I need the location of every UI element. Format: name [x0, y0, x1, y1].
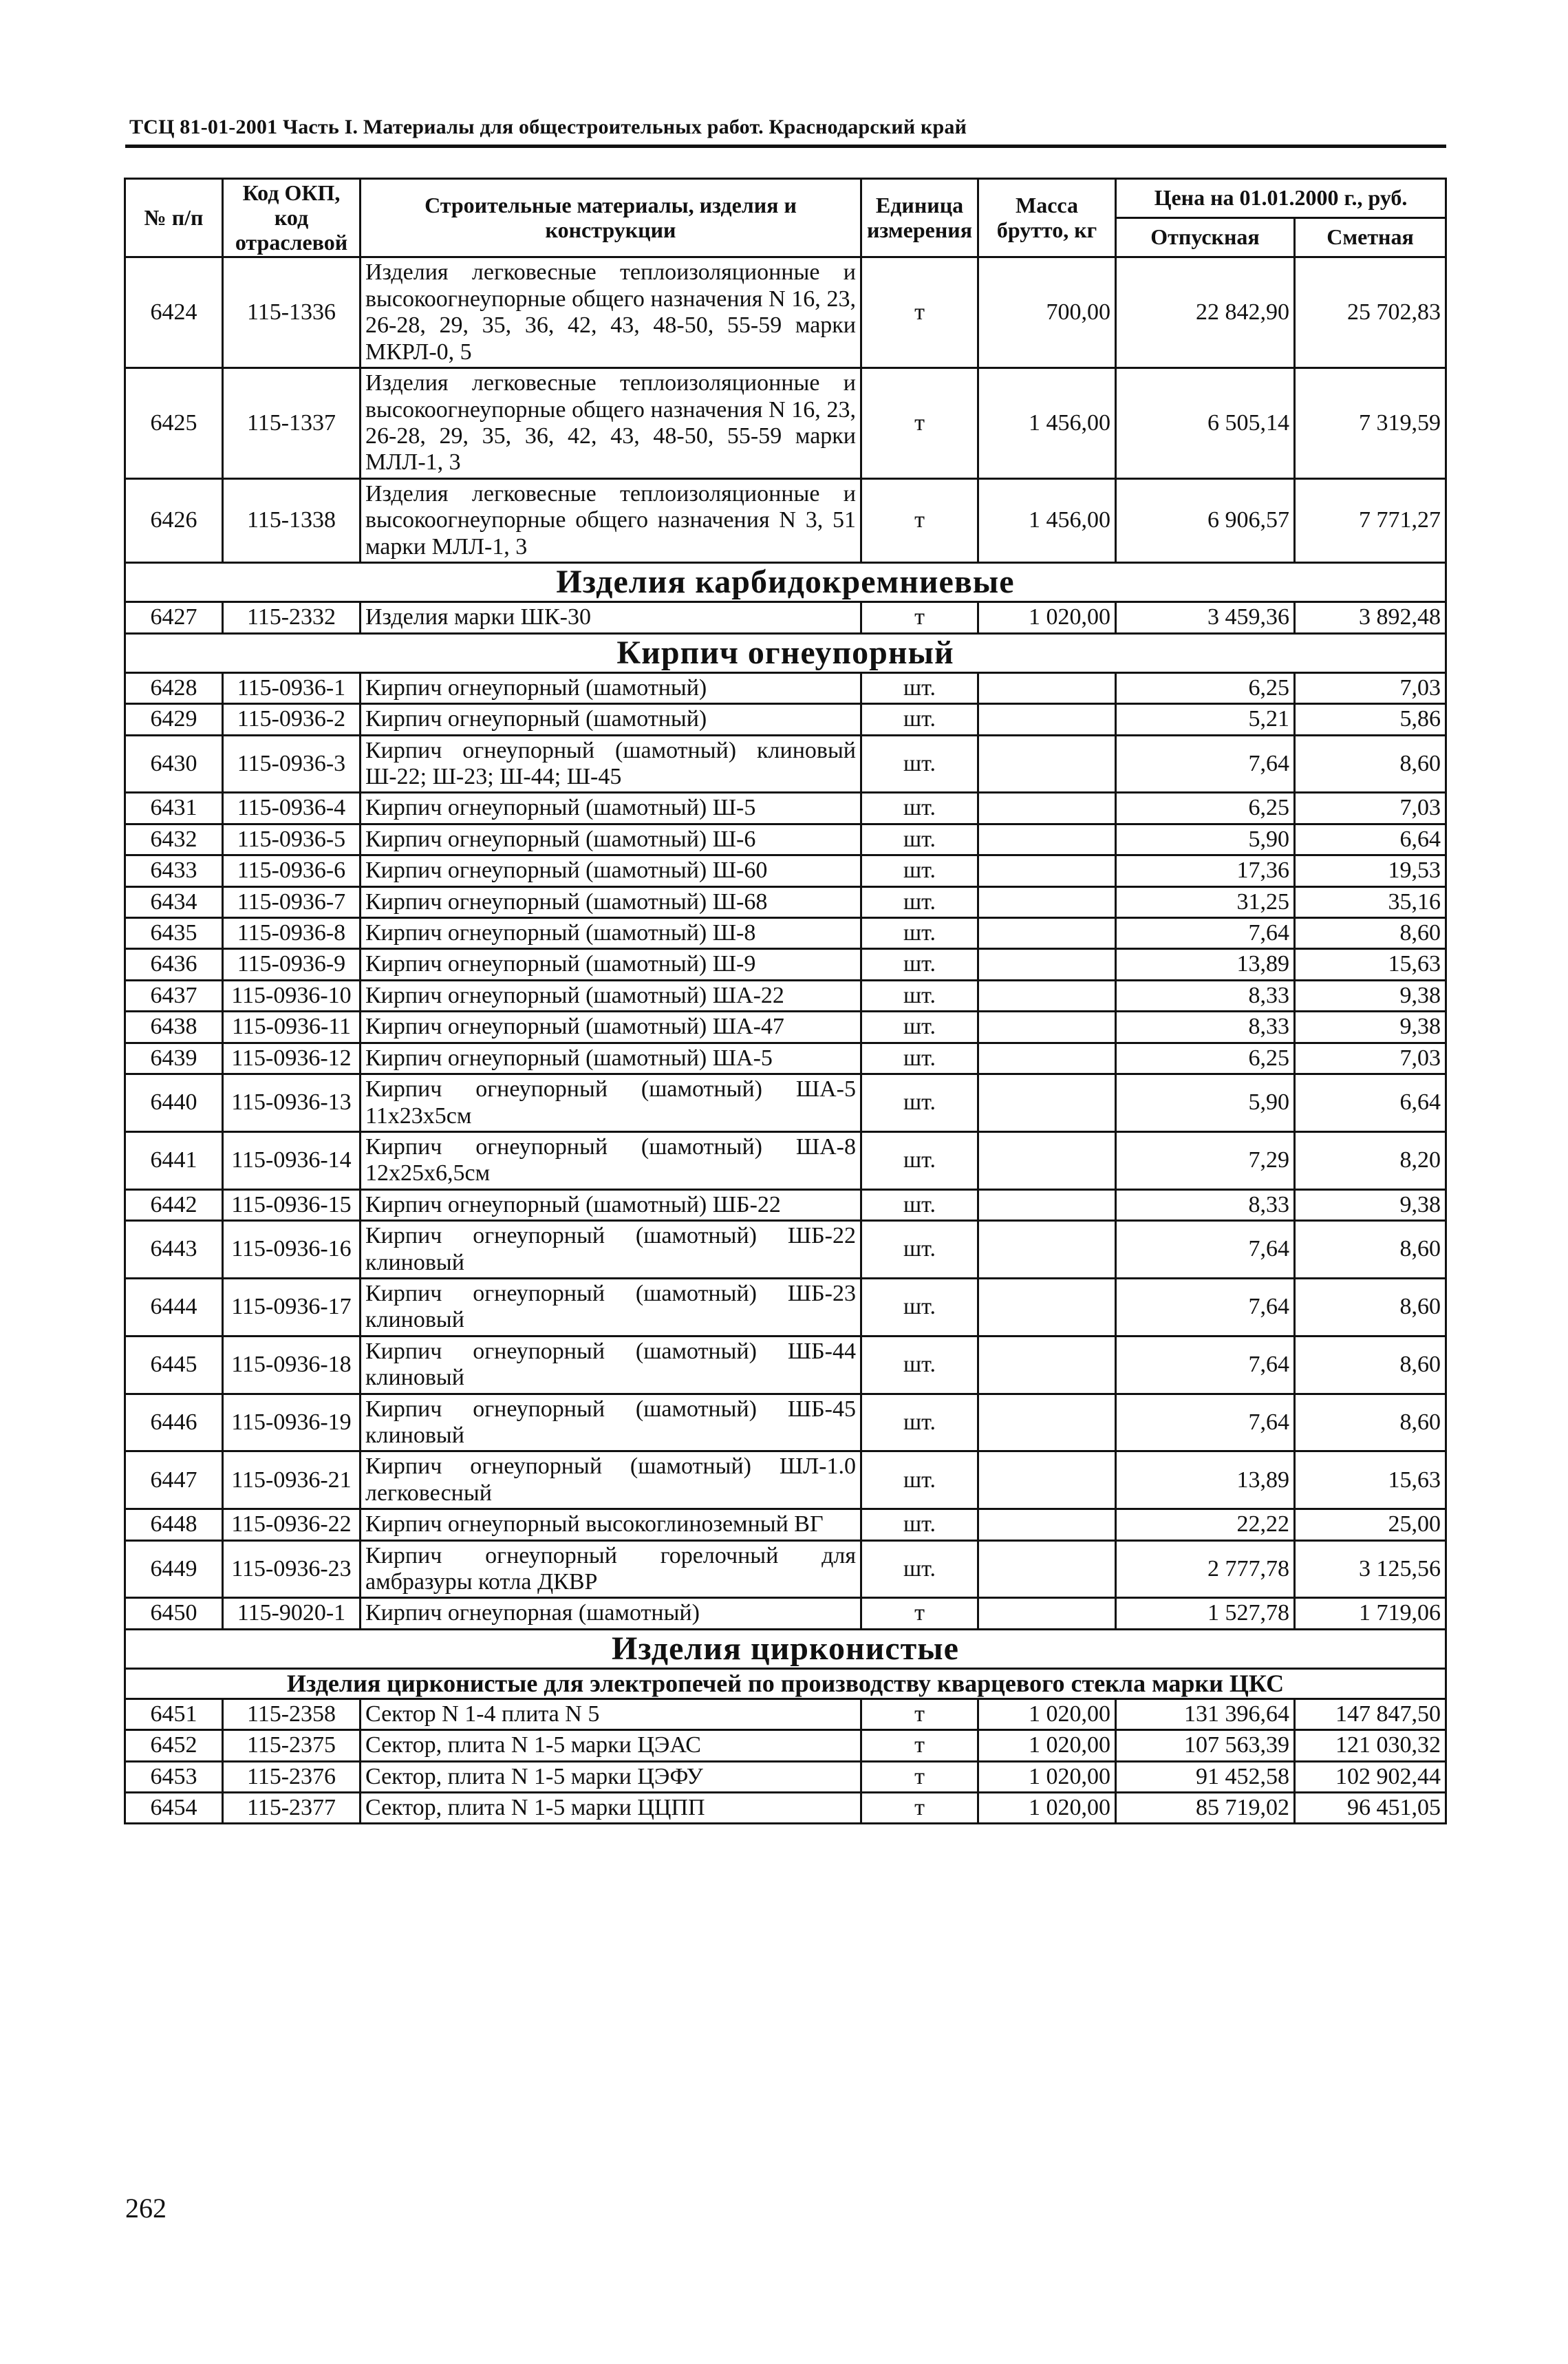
table-row	[125, 1598, 1446, 1629]
cell-num: 6442	[125, 1189, 223, 1220]
cell-num: 6424	[125, 257, 223, 368]
cell-mass	[978, 1189, 1116, 1220]
cell-release: 6 505,14	[1116, 368, 1295, 479]
cell-mass	[978, 918, 1116, 949]
table-row	[125, 1540, 1446, 1598]
cell-release: 3 459,36	[1116, 602, 1295, 633]
table-row	[125, 735, 1446, 793]
cell-num: 6426	[125, 478, 223, 562]
col-price-group-header: Цена на 01.01.2000 г., руб.	[1116, 179, 1446, 218]
cell-num: 6439	[125, 1043, 223, 1074]
cell-release: 17,36	[1116, 855, 1295, 886]
table-row	[125, 1189, 1446, 1220]
cell-code: 115-0936-15	[223, 1189, 361, 1220]
table-row	[125, 368, 1446, 479]
cell-name: Сектор N 1-4 плита N 5	[361, 1699, 861, 1729]
table-row	[125, 1394, 1446, 1451]
cell-estimate: 147 847,50	[1295, 1699, 1446, 1729]
table-row	[125, 672, 1446, 703]
cell-name: Кирпич огнеупорный (шамотный) ШБ-45 клиновый	[361, 1394, 861, 1451]
cell-code: 115-2375	[223, 1730, 361, 1761]
cell-release: 107 563,39	[1116, 1730, 1295, 1761]
cell-num: 6444	[125, 1278, 223, 1336]
cell-mass	[978, 1509, 1116, 1540]
cell-num: 6430	[125, 735, 223, 793]
cell-mass	[978, 1394, 1116, 1451]
table-row	[125, 1761, 1446, 1792]
cell-estimate: 9,38	[1295, 1012, 1446, 1043]
table-body-c	[125, 672, 1446, 1629]
cell-name: Кирпич огнеупорный (шамотный) Ш-5	[361, 793, 861, 824]
cell-unit: шт.	[861, 1509, 978, 1540]
cell-release: 6,25	[1116, 672, 1295, 703]
table-row	[125, 949, 1446, 980]
cell-mass	[978, 704, 1116, 735]
cell-estimate: 35,16	[1295, 886, 1446, 917]
cell-mass	[978, 1598, 1116, 1629]
cell-num: 6436	[125, 949, 223, 980]
cell-num: 6437	[125, 980, 223, 1011]
cell-code: 115-0936-7	[223, 886, 361, 917]
table-row	[125, 886, 1446, 917]
cell-mass	[978, 855, 1116, 886]
cell-estimate: 7,03	[1295, 672, 1446, 703]
cell-mass	[978, 1336, 1116, 1394]
cell-estimate: 5,86	[1295, 704, 1446, 735]
cell-name: Кирпич огнеупорный (шамотный) ШБ-23 клиновый	[361, 1278, 861, 1336]
cell-estimate: 1 719,06	[1295, 1598, 1446, 1629]
table-row	[125, 824, 1446, 855]
cell-mass	[978, 1278, 1116, 1336]
cell-release: 6,25	[1116, 793, 1295, 824]
cell-estimate: 8,60	[1295, 1221, 1446, 1279]
cell-unit: шт.	[861, 949, 978, 980]
cell-name: Кирпич огнеупорный (шамотный) ШБ-22	[361, 1189, 861, 1220]
cell-num: 6448	[125, 1509, 223, 1540]
cell-mass: 1 020,00	[978, 1699, 1116, 1729]
cell-name: Кирпич огнеупорный (шамотный) ША-8 12х25х6,5см	[361, 1131, 861, 1189]
cell-code: 115-0936-8	[223, 918, 361, 949]
cell-mass	[978, 1540, 1116, 1598]
cell-estimate: 15,63	[1295, 949, 1446, 980]
cell-code: 115-0936-16	[223, 1221, 361, 1279]
cell-estimate: 96 451,05	[1295, 1792, 1446, 1823]
cell-mass: 1 020,00	[978, 1730, 1116, 1761]
cell-release: 7,64	[1116, 918, 1295, 949]
cell-code: 115-0936-18	[223, 1336, 361, 1394]
cell-mass	[978, 886, 1116, 917]
cell-code: 115-0936-13	[223, 1074, 361, 1132]
cell-unit: шт.	[861, 1189, 978, 1220]
cell-release: 7,64	[1116, 735, 1295, 793]
table-row	[125, 1221, 1446, 1279]
cell-name: Кирпич огнеупорный (шамотный) ШЛ-1.0 легковесный	[361, 1451, 861, 1509]
section-title: Кирпич огнеупорный	[125, 633, 1446, 672]
table-row	[125, 257, 1446, 368]
cell-code: 115-0936-2	[223, 704, 361, 735]
cell-estimate: 8,60	[1295, 918, 1446, 949]
cell-code: 115-0936-6	[223, 855, 361, 886]
cell-num: 6452	[125, 1730, 223, 1761]
cell-name: Кирпич огнеупорная (шамотный)	[361, 1598, 861, 1629]
cell-num: 6450	[125, 1598, 223, 1629]
cell-mass	[978, 735, 1116, 793]
cell-unit: шт.	[861, 855, 978, 886]
section-d	[125, 1629, 1446, 1699]
cell-code: 115-9020-1	[223, 1598, 361, 1629]
cell-code: 115-0936-3	[223, 735, 361, 793]
cell-code: 115-0936-14	[223, 1131, 361, 1189]
cell-unit: т	[861, 1598, 978, 1629]
cell-num: 6453	[125, 1761, 223, 1792]
table-row	[125, 1043, 1446, 1074]
cell-estimate: 9,38	[1295, 980, 1446, 1011]
cell-num: 6433	[125, 855, 223, 886]
table-row	[125, 1451, 1446, 1509]
cell-name: Кирпич огнеупорный (шамотный) Ш-60	[361, 855, 861, 886]
table-row	[125, 1074, 1446, 1132]
cell-num: 6443	[125, 1221, 223, 1279]
cell-estimate: 6,64	[1295, 1074, 1446, 1132]
col-mass-header: Масса брутто, кг	[978, 179, 1116, 257]
cell-estimate: 7 319,59	[1295, 368, 1446, 479]
cell-name: Кирпич огнеупорный (шамотный)	[361, 704, 861, 735]
cell-unit: т	[861, 1761, 978, 1792]
cell-num: 6447	[125, 1451, 223, 1509]
cell-mass	[978, 1043, 1116, 1074]
cell-unit: шт.	[861, 980, 978, 1011]
cell-release: 31,25	[1116, 886, 1295, 917]
cell-num: 6449	[125, 1540, 223, 1598]
cell-mass: 1 020,00	[978, 602, 1116, 633]
cell-name: Сектор, плита N 1-5 марки ЦЭФУ	[361, 1761, 861, 1792]
cell-release: 91 452,58	[1116, 1761, 1295, 1792]
cell-unit: т	[861, 1730, 978, 1761]
cell-estimate: 9,38	[1295, 1189, 1446, 1220]
cell-unit: шт.	[861, 886, 978, 917]
table-row	[125, 918, 1446, 949]
col-unit-header: Единица измерения	[861, 179, 978, 257]
section-b	[125, 562, 1446, 601]
cell-name: Изделия марки ШК-30	[361, 602, 861, 633]
table-body-d	[125, 1699, 1446, 1824]
cell-mass	[978, 1131, 1116, 1189]
cell-mass: 1 020,00	[978, 1761, 1116, 1792]
cell-release: 22 842,90	[1116, 257, 1295, 368]
cell-name: Кирпич огнеупорный (шамотный) Ш-6	[361, 824, 861, 855]
cell-name: Изделия легковесные теплоизоляционные и высокоогнеупорные общего назначения N 16, 23, 26-28, 29, 35, 36, 42, 43, 48-50, 55-59 марки МКРЛ-0, 5	[361, 257, 861, 368]
table-row	[125, 602, 1446, 633]
subsection-title: Изделия цирконистые для электропечей по производству кварцевого стекла марки ЦКС	[125, 1669, 1446, 1699]
cell-mass	[978, 793, 1116, 824]
cell-code: 115-1337	[223, 368, 361, 479]
table-row	[125, 793, 1446, 824]
cell-name: Кирпич огнеупорный (шамотный) Ш-68	[361, 886, 861, 917]
price-table	[124, 178, 1447, 1824]
cell-num: 6428	[125, 672, 223, 703]
cell-mass: 1 456,00	[978, 478, 1116, 562]
cell-unit: шт.	[861, 1043, 978, 1074]
cell-release: 13,89	[1116, 949, 1295, 980]
cell-name: Кирпич огнеупорный (шамотный) ША-5	[361, 1043, 861, 1074]
cell-mass	[978, 1012, 1116, 1043]
table-row	[125, 1699, 1446, 1729]
cell-name: Кирпич огнеупорный (шамотный) Ш-8	[361, 918, 861, 949]
cell-code: 115-2377	[223, 1792, 361, 1823]
table-row	[125, 1509, 1446, 1540]
cell-name: Кирпич огнеупорный (шамотный) ШБ-44 клиновый	[361, 1336, 861, 1394]
col-release-header: Отпускная	[1116, 218, 1295, 257]
cell-mass	[978, 1074, 1116, 1132]
table-body-a	[125, 257, 1446, 562]
section-c	[125, 633, 1446, 672]
table-header-row	[125, 179, 1446, 218]
cell-unit: шт.	[861, 1278, 978, 1336]
cell-mass	[978, 1221, 1116, 1279]
table-row	[125, 1792, 1446, 1823]
cell-name: Кирпич огнеупорный горелочный для амбразуры котла ДКВР	[361, 1540, 861, 1598]
cell-unit: шт.	[861, 1394, 978, 1451]
cell-name: Кирпич огнеупорный (шамотный) Ш-9	[361, 949, 861, 980]
cell-mass	[978, 980, 1116, 1011]
page-header: ТСЦ 81-01-2001 Часть I. Материалы для общестроительных работ. Краснодарский край	[129, 116, 967, 138]
cell-unit: т	[861, 368, 978, 479]
cell-name: Кирпич огнеупорный (шамотный) ШБ-22 клиновый	[361, 1221, 861, 1279]
cell-unit: шт.	[861, 1540, 978, 1598]
cell-num: 6446	[125, 1394, 223, 1451]
cell-num: 6431	[125, 793, 223, 824]
cell-num: 6427	[125, 602, 223, 633]
cell-num: 6434	[125, 886, 223, 917]
cell-unit: шт.	[861, 1012, 978, 1043]
cell-estimate: 3 125,56	[1295, 1540, 1446, 1598]
cell-code: 115-0936-17	[223, 1278, 361, 1336]
cell-unit: шт.	[861, 1451, 978, 1509]
cell-name: Кирпич огнеупорный (шамотный) ША-5 11х23х5см	[361, 1074, 861, 1132]
cell-code: 115-0936-21	[223, 1451, 361, 1509]
cell-estimate: 3 892,48	[1295, 602, 1446, 633]
section-title: Изделия карбидокремниевые	[125, 562, 1446, 601]
cell-unit: т	[861, 1792, 978, 1823]
table-row	[125, 704, 1446, 735]
cell-release: 1 527,78	[1116, 1598, 1295, 1629]
cell-estimate: 6,64	[1295, 824, 1446, 855]
cell-code: 115-0936-9	[223, 949, 361, 980]
cell-mass: 700,00	[978, 257, 1116, 368]
cell-release: 7,29	[1116, 1131, 1295, 1189]
table-row	[125, 1730, 1446, 1761]
cell-unit: шт.	[861, 735, 978, 793]
table-row	[125, 1012, 1446, 1043]
cell-num: 6454	[125, 1792, 223, 1823]
cell-num: 6440	[125, 1074, 223, 1132]
cell-release: 8,33	[1116, 1189, 1295, 1220]
col-num-header: № п/п	[125, 179, 223, 257]
cell-mass: 1 456,00	[978, 368, 1116, 479]
page-number: 262	[125, 2193, 167, 2224]
cell-mass	[978, 949, 1116, 980]
cell-code: 115-2376	[223, 1761, 361, 1792]
cell-release: 131 396,64	[1116, 1699, 1295, 1729]
cell-estimate: 19,53	[1295, 855, 1446, 886]
cell-estimate: 7,03	[1295, 1043, 1446, 1074]
cell-estimate: 25,00	[1295, 1509, 1446, 1540]
cell-unit: шт.	[861, 824, 978, 855]
cell-unit: шт.	[861, 1131, 978, 1189]
cell-code: 115-0936-10	[223, 980, 361, 1011]
cell-release: 13,89	[1116, 1451, 1295, 1509]
section-row	[125, 1629, 1446, 1668]
cell-num: 6445	[125, 1336, 223, 1394]
cell-code: 115-0936-19	[223, 1394, 361, 1451]
cell-code: 115-0936-4	[223, 793, 361, 824]
cell-code: 115-0936-5	[223, 824, 361, 855]
cell-release: 8,33	[1116, 980, 1295, 1011]
cell-code: 115-1338	[223, 478, 361, 562]
cell-name: Кирпич огнеупорный (шамотный) клиновый Ш-22; Ш-23; Ш-44; Ш-45	[361, 735, 861, 793]
table-row	[125, 855, 1446, 886]
cell-estimate: 7 771,27	[1295, 478, 1446, 562]
cell-num: 6425	[125, 368, 223, 479]
cell-release: 7,64	[1116, 1336, 1295, 1394]
cell-estimate: 7,03	[1295, 793, 1446, 824]
cell-code: 115-0936-1	[223, 672, 361, 703]
cell-release: 7,64	[1116, 1394, 1295, 1451]
table-row	[125, 980, 1446, 1011]
cell-release: 22,22	[1116, 1509, 1295, 1540]
cell-name: Кирпич огнеупорный (шамотный)	[361, 672, 861, 703]
cell-estimate: 121 030,32	[1295, 1730, 1446, 1761]
cell-release: 7,64	[1116, 1278, 1295, 1336]
cell-release: 7,64	[1116, 1221, 1295, 1279]
cell-unit: шт.	[861, 1336, 978, 1394]
section-row	[125, 633, 1446, 672]
cell-estimate: 102 902,44	[1295, 1761, 1446, 1792]
cell-release: 6 906,57	[1116, 478, 1295, 562]
cell-unit: т	[861, 257, 978, 368]
cell-unit: шт.	[861, 793, 978, 824]
cell-unit: шт.	[861, 1221, 978, 1279]
table-row	[125, 1278, 1446, 1336]
cell-mass	[978, 672, 1116, 703]
cell-code: 115-1336	[223, 257, 361, 368]
cell-estimate: 8,60	[1295, 1278, 1446, 1336]
cell-code: 115-0936-12	[223, 1043, 361, 1074]
table-row	[125, 1131, 1446, 1189]
cell-estimate: 8,60	[1295, 1336, 1446, 1394]
cell-code: 115-2358	[223, 1699, 361, 1729]
cell-estimate: 8,20	[1295, 1131, 1446, 1189]
col-estimate-header: Сметная	[1295, 218, 1446, 257]
cell-unit: шт.	[861, 672, 978, 703]
section-row	[125, 562, 1446, 601]
cell-unit: т	[861, 1699, 978, 1729]
cell-code: 115-0936-22	[223, 1509, 361, 1540]
cell-unit: т	[861, 478, 978, 562]
cell-estimate: 15,63	[1295, 1451, 1446, 1509]
col-code-header: Код ОКП, код отраслевой	[223, 179, 361, 257]
cell-mass	[978, 824, 1116, 855]
cell-name: Изделия легковесные теплоизоляционные и высокоогнеупорные общего назначения N 3, 51 марки МЛЛ-1, 3	[361, 478, 861, 562]
cell-name: Сектор, плита N 1-5 марки ЦЦПП	[361, 1792, 861, 1823]
header-rule	[125, 145, 1446, 148]
cell-unit: шт.	[861, 918, 978, 949]
col-name-header: Строительные материалы, изделия и конструкции	[361, 179, 861, 257]
cell-estimate: 8,60	[1295, 1394, 1446, 1451]
cell-num: 6432	[125, 824, 223, 855]
cell-release: 85 719,02	[1116, 1792, 1295, 1823]
cell-num: 6451	[125, 1699, 223, 1729]
cell-name: Кирпич огнеупорный (шамотный) ША-47	[361, 1012, 861, 1043]
cell-code: 115-0936-23	[223, 1540, 361, 1598]
cell-code: 115-2332	[223, 602, 361, 633]
cell-mass: 1 020,00	[978, 1792, 1116, 1823]
cell-name: Сектор, плита N 1-5 марки ЦЭАС	[361, 1730, 861, 1761]
cell-unit: т	[861, 602, 978, 633]
cell-release: 2 777,78	[1116, 1540, 1295, 1598]
table-row	[125, 1336, 1446, 1394]
cell-name: Изделия легковесные теплоизоляционные и высокоогнеупорные общего назначения N 16, 23, 26-28, 29, 35, 36, 42, 43, 48-50, 55-59 марки МЛЛ-1, 3	[361, 368, 861, 479]
cell-name: Кирпич огнеупорный (шамотный) ША-22	[361, 980, 861, 1011]
cell-estimate: 8,60	[1295, 735, 1446, 793]
cell-release: 5,90	[1116, 1074, 1295, 1132]
cell-num: 6429	[125, 704, 223, 735]
section-title: Изделия цирконистые	[125, 1629, 1446, 1668]
cell-num: 6441	[125, 1131, 223, 1189]
cell-release: 5,21	[1116, 704, 1295, 735]
cell-unit: шт.	[861, 1074, 978, 1132]
cell-num: 6438	[125, 1012, 223, 1043]
cell-estimate: 25 702,83	[1295, 257, 1446, 368]
cell-code: 115-0936-11	[223, 1012, 361, 1043]
cell-release: 5,90	[1116, 824, 1295, 855]
cell-release: 6,25	[1116, 1043, 1295, 1074]
cell-mass	[978, 1451, 1116, 1509]
cell-unit: шт.	[861, 704, 978, 735]
table-row	[125, 478, 1446, 562]
subsection-row	[125, 1669, 1446, 1699]
table-body-b	[125, 602, 1446, 633]
cell-release: 8,33	[1116, 1012, 1295, 1043]
cell-name: Кирпич огнеупорный высокоглиноземный ВГ	[361, 1509, 861, 1540]
cell-num: 6435	[125, 918, 223, 949]
